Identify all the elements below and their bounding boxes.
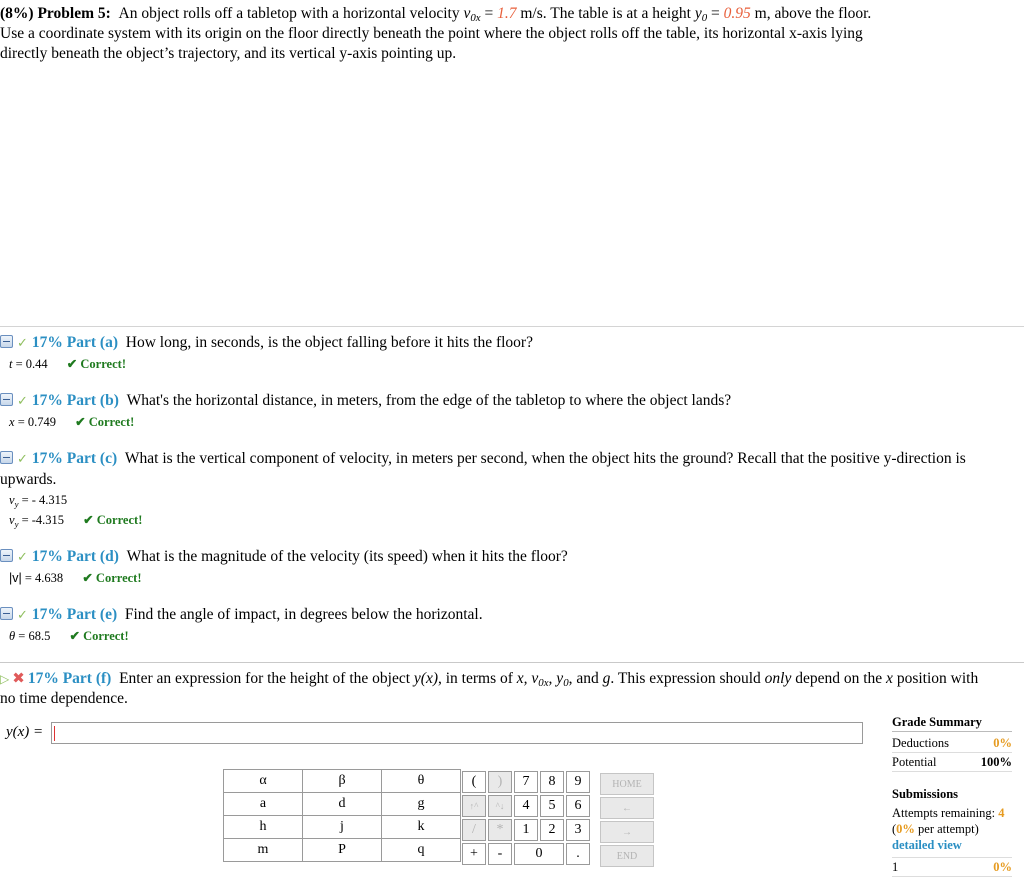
per-attempt-text: per attempt)	[918, 822, 979, 836]
symbol-keypad	[223, 769, 461, 862]
key-left-arrow[interactable]: ←	[600, 797, 654, 819]
potential-value: 100%	[980, 755, 1012, 769]
key-q[interactable]: q	[382, 839, 461, 862]
v0x-sub: 0x	[470, 12, 481, 24]
part-f-question: Enter an expression for the height of the object	[119, 670, 411, 687]
part-a-question: How long, in seconds, is the object falling before it hits the floor?	[125, 334, 533, 351]
submissions-title: Submissions	[892, 787, 959, 801]
key-7[interactable]: 7	[514, 771, 538, 793]
problem-line-3: directly beneath the object’s trajectory, and its vertical y-axis pointing up.	[0, 45, 457, 62]
part-c: ✓ 17% Part (c) What is the vertical component of velocity, in meters per second, when the object hits the ground? Recall that the positive y-direction is upwards. $v_y$ = - 4.315 $v_y = -4.315$ ✔ Correct!	[0, 449, 1010, 529]
part-e-label[interactable]: Part (e)	[66, 606, 118, 623]
section-divider	[0, 326, 1024, 327]
part-d: ✓ 17% Part (d) What is the magnitude of the velocity (its speed) when it hits the floor? |v| = 4.638 ✔ Correct!	[0, 547, 1010, 587]
key-beta[interactable]: β	[303, 770, 382, 793]
check-icon: ✓	[17, 336, 28, 351]
part-d-pct: 17%	[31, 548, 63, 565]
problem-text: An object rolls off a tabletop with a horizontal velocity	[118, 5, 460, 22]
part-e-answer-var: θ	[9, 629, 16, 643]
part-f-g: g	[602, 670, 611, 687]
per-attempt-pct: 0%	[896, 822, 915, 836]
key-k[interactable]: k	[382, 816, 461, 839]
v0x-unit: m/s. The table is at a height	[520, 5, 691, 22]
key-1[interactable]: 1	[514, 819, 538, 841]
part-c-answer-var: v	[9, 513, 15, 527]
part-c-answer-value-2: = -4.315	[21, 513, 65, 527]
key-close-paren[interactable]: )	[488, 771, 512, 793]
key-subscript[interactable]: ^↓	[488, 795, 512, 817]
potential-label: Potential	[892, 755, 937, 769]
deductions-value: 0%	[993, 736, 1012, 750]
check-icon: ✓	[17, 608, 28, 623]
key-j[interactable]: j	[303, 816, 382, 839]
part-f-vars: x, v	[516, 670, 539, 687]
y0-unit: m, above the floor.	[754, 5, 872, 22]
key-plus[interactable]: +	[462, 843, 486, 865]
key-0[interactable]: 0	[514, 843, 564, 865]
part-d-status: Correct!	[95, 571, 142, 585]
part-c-question-cont: upwards.	[0, 471, 57, 488]
key-right-arrow[interactable]: →	[600, 821, 654, 843]
part-b-pct: 17%	[31, 392, 63, 409]
part-b: ✓ 17% Part (b) What's the horizontal distance, in meters, from the edge of the tabletop to where the object lands? x = 0.749 ✔ Correct!	[0, 391, 1010, 431]
part-f-q4: , and	[568, 670, 599, 687]
key-5[interactable]: 5	[540, 795, 564, 817]
key-6[interactable]: 6	[566, 795, 590, 817]
part-c-label[interactable]: Part (c)	[66, 450, 118, 467]
check-icon: ✓	[17, 394, 28, 409]
key-theta[interactable]: θ	[382, 770, 461, 793]
key-home[interactable]: HOME	[600, 773, 654, 795]
part-f-only: only	[764, 670, 792, 687]
part-c-status: Correct!	[96, 513, 143, 527]
part-a-answer-value: = 0.44	[15, 357, 48, 371]
collapse-icon[interactable]	[0, 607, 13, 620]
part-b-label[interactable]: Part (b)	[66, 392, 119, 409]
key-4[interactable]: 4	[514, 795, 538, 817]
grade-summary-title: Grade Summary	[892, 714, 1012, 732]
part-f-q5: . This expression should	[610, 670, 761, 687]
key-decimal[interactable]: .	[566, 843, 590, 865]
part-a-answer-var: t	[9, 357, 13, 371]
key-8[interactable]: 8	[540, 771, 564, 793]
grade-summary: Grade Summary Deductions 0% Potential 100% Submissions Attempts remaining: 4 (0% per attempt) detailed view 1 0%	[892, 714, 1012, 877]
part-c-answer-sub: y	[14, 519, 19, 529]
answer-input[interactable]	[51, 722, 863, 744]
problem-weight: (8%)	[0, 5, 34, 22]
collapse-icon[interactable]	[0, 335, 13, 348]
part-a: ✓ 17% Part (a) How long, in seconds, is the object falling before it hits the floor? t = 0.44 ✔ Correct!	[0, 333, 1010, 373]
part-e: ✓ 17% Part (e) Find the angle of impact, in degrees below the horizontal. θ = 68.5 ✔ Correct!	[0, 605, 1010, 645]
key-d[interactable]: d	[303, 793, 382, 816]
submission-row-number: 1	[892, 860, 899, 874]
part-d-label[interactable]: Part (d)	[66, 548, 119, 565]
part-b-status: Correct!	[88, 415, 135, 429]
key-end[interactable]: END	[600, 845, 654, 867]
key-P[interactable]: P	[303, 839, 382, 862]
part-f-yx: y(x)	[413, 670, 438, 687]
part-e-answer-value: = 68.5	[18, 629, 51, 643]
expand-arrow-icon[interactable]: ▷	[0, 672, 10, 686]
part-f-label[interactable]: Part (f)	[62, 670, 112, 687]
part-d-question: What is the magnitude of the velocity (its speed) when it hits the floor?	[126, 548, 568, 565]
part-d-answer-var: |v|	[9, 571, 22, 585]
part-a-pct: 17%	[31, 334, 63, 351]
key-minus[interactable]: -	[488, 843, 512, 865]
submission-row-value: 0%	[993, 860, 1012, 874]
v0x-value: 1.7	[497, 5, 517, 22]
text-caret	[54, 726, 55, 741]
key-multiply[interactable]: *	[488, 819, 512, 841]
function-keypad	[600, 771, 654, 869]
part-f-y0-sub: 0	[563, 677, 569, 689]
deductions-label: Deductions	[892, 736, 949, 750]
collapse-icon[interactable]	[0, 549, 13, 562]
part-b-question: What's the horizontal distance, in meters, from the edge of the tabletop to where the object lands?	[126, 392, 732, 409]
y0-symbol: y	[694, 5, 702, 22]
part-b-answer-value: = 0.749	[17, 415, 56, 429]
incorrect-icon: ✖	[12, 669, 25, 687]
part-f	[0, 668, 1010, 709]
check-icon: ✓	[17, 452, 28, 467]
key-superscript[interactable]: ↑^	[462, 795, 486, 817]
key-g[interactable]: g	[382, 793, 461, 816]
check-icon: ✓	[17, 550, 28, 565]
part-f-q7: position with	[896, 670, 979, 687]
attempts-value: 4	[998, 806, 1005, 820]
part-d-answer-value: = 4.638	[24, 571, 64, 585]
v0x-symbol: v	[463, 5, 471, 22]
part-c-question: What is the vertical component of velocity, in meters per second, when the object hits the ground? Recall that the positive y-direction is	[124, 450, 966, 467]
attempts-label: Attempts remaining:	[892, 806, 996, 820]
key-open-paren[interactable]: (	[462, 771, 486, 793]
collapse-icon[interactable]	[0, 451, 13, 464]
part-c-answer-var: v	[9, 493, 15, 507]
part-f-q2: , in terms of	[438, 670, 513, 687]
y0-value: 0.95	[723, 5, 751, 22]
key-3[interactable]: 3	[566, 819, 590, 841]
part-b-answer-var: x	[9, 415, 15, 429]
part-f-sub: 0x	[538, 677, 549, 689]
key-divide[interactable]: /	[462, 819, 486, 841]
problem-statement: (8%) Problem 5: An object rolls off a tabletop with a horizontal velocity $v_{0x} = 1.7$ m/s. The table is at a height $y_0 = 0.95$ m, above the floor. Use a coordinate system with its origin on the floor directly beneath the point where the object rolls off the table, its horizontal x-axis lying directly beneath the object’s trajectory, and its vertical y-axis pointing up.	[0, 4, 1010, 64]
key-alpha[interactable]: α	[224, 770, 303, 793]
part-c-answer-value-1: = - 4.315	[21, 493, 68, 507]
part-a-status: Correct!	[80, 357, 126, 371]
part-c-pct: 17%	[31, 450, 63, 467]
key-m[interactable]: m	[224, 839, 303, 862]
key-h[interactable]: h	[224, 816, 303, 839]
part-f-y0: , y	[548, 670, 564, 687]
part-f-pct: 17%	[27, 670, 59, 687]
answer-label: y(x) =	[6, 724, 44, 740]
key-a[interactable]: a	[224, 793, 303, 816]
key-2[interactable]: 2	[540, 819, 564, 841]
part-f-x: x	[886, 670, 893, 687]
part-f-q6: depend on the	[795, 670, 883, 687]
problem-line-2: Use a coordinate system with its origin on the floor directly beneath the point where the object rolls off the table, its horizontal x-axis lying	[0, 25, 863, 42]
part-c-answer-sub: y	[14, 499, 19, 509]
part-e-status: Correct!	[83, 629, 129, 643]
collapse-icon[interactable]	[0, 393, 13, 406]
part-e-pct: 17%	[31, 606, 63, 623]
part-e-question: Find the angle of impact, in degrees below the horizontal.	[124, 606, 483, 623]
y0-sub: 0	[701, 12, 708, 24]
part-a-label[interactable]: Part (a)	[66, 334, 118, 351]
detailed-view-link[interactable]: detailed view	[892, 838, 962, 852]
part-f-question-cont: no time dependence.	[0, 690, 128, 707]
numeric-keypad	[460, 769, 592, 867]
problem-label: Problem 5:	[37, 5, 111, 22]
key-9[interactable]: 9	[566, 771, 590, 793]
